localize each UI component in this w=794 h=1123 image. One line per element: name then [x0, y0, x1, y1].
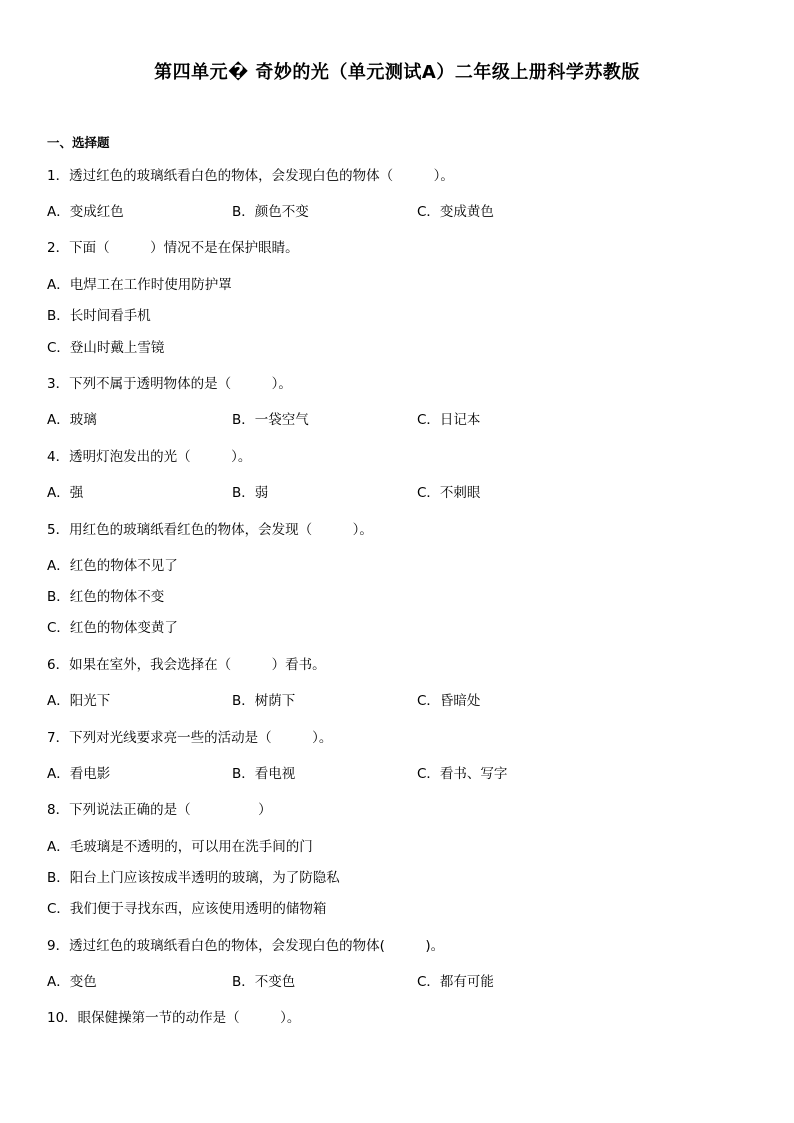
question-3-stem: 3．下列不属于透明物体的是（ ）。 [47, 376, 292, 392]
question-7-option-c: C．看书、写字 [417, 766, 508, 782]
question-4-stem: 4．透明灯泡发出的光（ ）。 [47, 449, 252, 465]
question-2-stem: 2．下面（ ）情况不是在保护眼睛。 [47, 240, 299, 256]
question-8-option-b: B．阳台上门应该按成半透明的玻璃，为了防隐私 [47, 870, 340, 886]
question-8-stem: 8．下列说法正确的是（ ） [47, 802, 272, 818]
question-1-options [47, 200, 747, 220]
question-1-stem: 1．透过红色的玻璃纸看白色的物体，会发现白色的物体（ ）。 [47, 168, 454, 184]
question-1-option-b: B．颜色不变 [232, 204, 309, 220]
question-1-option-c: C．变成黄色 [417, 204, 494, 220]
question-9-options [47, 970, 747, 990]
question-5-option-a: A．红色的物体不见了 [47, 558, 178, 574]
question-6-option-b: B．树荫下 [232, 693, 296, 709]
document-title: 第四单元� 奇妙的光（单元测试A）二年级上册科学苏教版 [154, 62, 640, 83]
question-2-option-a: A．电焊工在工作时使用防护罩 [47, 277, 232, 293]
question-5-option-c: C．红色的物体变黄了 [47, 620, 178, 636]
question-5-option-b: B．红色的物体不变 [47, 589, 165, 605]
question-7-options [47, 762, 747, 782]
question-2-option-b: B．长时间看手机 [47, 308, 151, 324]
question-7-option-b: B．看电视 [232, 766, 296, 782]
question-4-option-c: C．不刺眼 [417, 485, 481, 501]
question-4-options [47, 481, 747, 501]
question-8-option-a: A．毛玻璃是不透明的，可以用在洗手间的门 [47, 839, 313, 855]
question-3-option-c: C．日记本 [417, 412, 481, 428]
question-1-option-a: A．变成红色 [47, 204, 124, 220]
question-9-option-a: A．变色 [47, 974, 97, 990]
question-8-option-c: C．我们便于寻找东西，应该使用透明的储物箱 [47, 901, 327, 917]
question-10-stem: 10．眼保健操第一节的动作是（ ）。 [47, 1010, 301, 1026]
question-2-option-c: C．登山时戴上雪镜 [47, 340, 165, 356]
question-7-option-a: A．看电影 [47, 766, 111, 782]
question-3-option-a: A．玻璃 [47, 412, 97, 428]
question-4-option-b: B．弱 [232, 485, 269, 501]
question-4-option-a: A．强 [47, 485, 84, 501]
question-9-option-b: B．不变色 [232, 974, 296, 990]
question-7-stem: 7．下列对光线要求亮一些的活动是（ ）。 [47, 730, 333, 746]
question-5-stem: 5．用红色的玻璃纸看红色的物体，会发现（ ）。 [47, 522, 373, 538]
question-9-stem: 9．透过红色的玻璃纸看白色的物体，会发现白色的物体( )。 [47, 938, 445, 954]
question-3-options [47, 408, 747, 428]
question-9-option-c: C．都有可能 [417, 974, 494, 990]
question-6-option-c: C．昏暗处 [417, 693, 481, 709]
question-6-option-a: A．阳光下 [47, 693, 111, 709]
question-6-stem: 6．如果在室外，我会选择在（ ）看书。 [47, 657, 326, 673]
section-heading: 一、选择题 [47, 135, 110, 150]
question-3-option-b: B．一袋空气 [232, 412, 309, 428]
question-6-options [47, 689, 747, 709]
